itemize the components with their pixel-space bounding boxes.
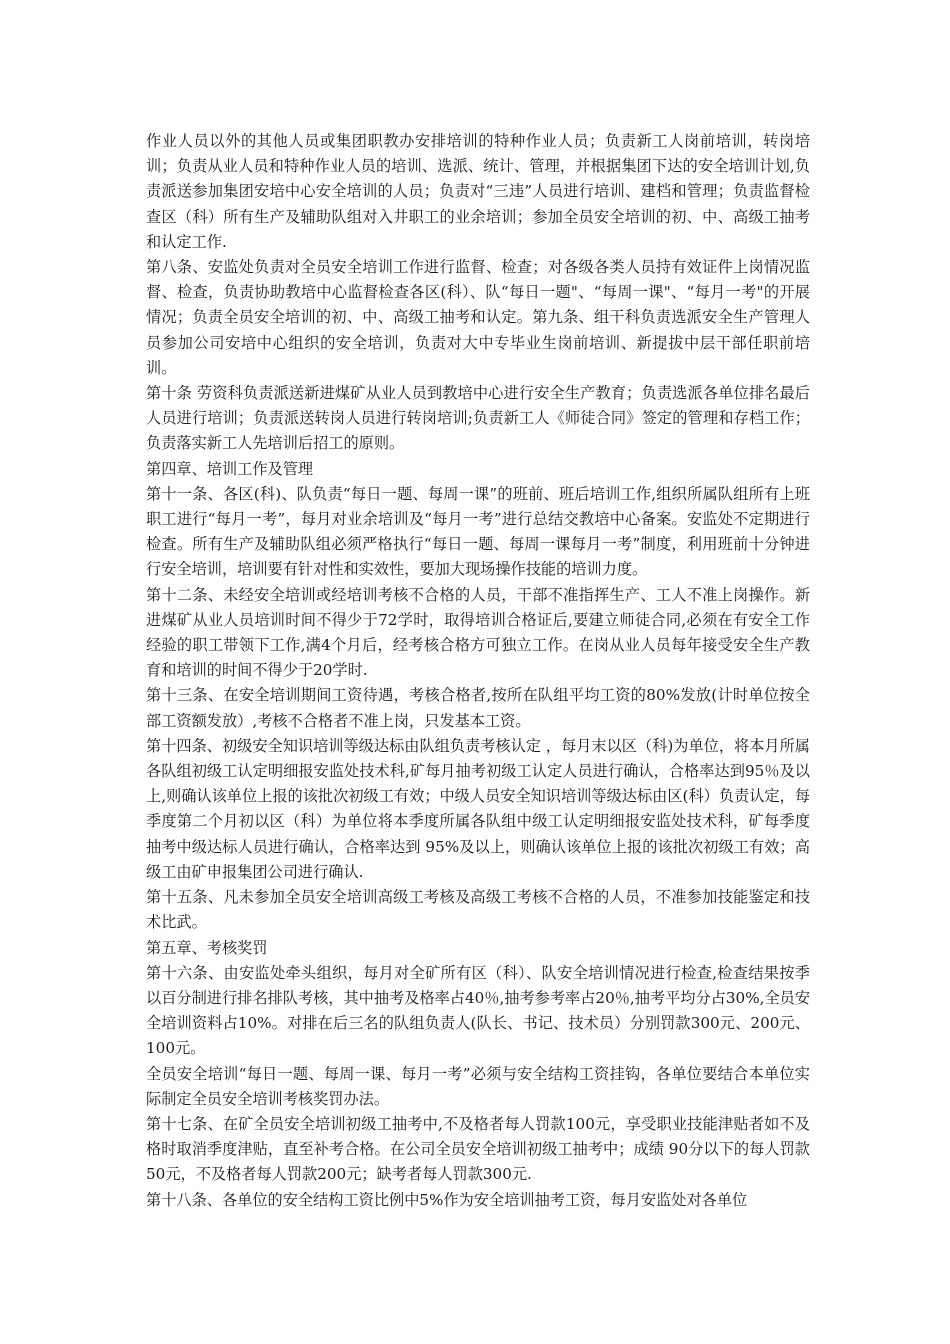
paragraph-article-11: 第十一条、各区(科)、队负责“每日一题、每周一课”的班前、班后培训工作,组织所属队组所有上班职工进行“每月一考”，每月对业余培训及“每月一考”进行总结交教培中心备案。安监处不定期进行检查。所有生产及辅助队组必须严格执行“每日一题、每周一课每月一考”制度，利用班前十分钟进行安全培训，培训要有针对性和实效性，要加大现场操作技能的培训力度。 (146, 484, 810, 579)
paragraph-article-10: 第十条 劳资科负责派送新进煤矿从业人员到教培中心进行安全生产教育；负责选派各单位排名最后人员进行培训；负责派送转岗人员进行转岗培训;负责新工人《师徒合同》签定的管理和存档工作；负责落实新工人先培训后招工的原则。 (146, 384, 810, 453)
paragraph-article-14: 第十四条、初级安全知识培训等级达标由队组负责考核认定 ，每月末以区（科)为单位，将本月所属各队组初级工认定明细报安监处技术科,矿每月抽考初级工认定人员进行确认，合格率达到95％及以上,则确认该单位上报的该批次初级工有效；中级人员安全知识培训等级达标由区(科）负责认定，每季度第二个月初以区（科）为单位将本季度所属各队组中级工认定明细报安监处技术科，矿每季度抽考中级达标人员进行确认，合格率达到 95%及以上，则确认该单位上报的该批次初级工有效；高级工由矿申报集团公司进行确认. (146, 736, 810, 881)
paragraph-reward-penalty: 全员安全培训“每日一题、每周一课、每月一考”必须与安全结构工资挂钩，各单位要结合本单位实际制定全员安全培训考核奖罚办法。 (146, 1064, 810, 1108)
paragraph-article-17: 第十七条、在矿全员安全培训初级工抽考中,不及格者每人罚款100元，享受职业技能津贴者如不及格时取消季度津贴，直至补考合格。在公司全员安全培训初级工抽考中；成绩 90分以下的每人罚款50元，不及格者每人罚款200元；缺考者每人罚款300元. (146, 1114, 810, 1184)
paragraph-article-15: 第十五条、凡未参加全员安全培训高级工考核及高级工考核不合格的人员，不准参加技能鉴定和技术比武。 (146, 888, 810, 932)
chapter-heading-5: 第五章、考核奖罚 (146, 938, 268, 957)
document-body (146, 129, 810, 1213)
paragraph-article-18: 第十八条、各单位的安全结构工资比例中5%作为安全培训抽考工资，每月安监处对各单位 (146, 1190, 748, 1209)
paragraph-article-13: 第十三条、在安全培训期间工资待遇，考核合格者,按所在队组平均工资的80%发放(计时单位按全部工资额发放）,考核不合格者不准上岗，只发基本工资。 (146, 686, 810, 730)
paragraph-article-16: 第十六条、由安监处牵头组织，每月对全矿所有区（科）、队安全培训情况进行检查,检查结果按季以百分制进行排名排队考核，其中抽考及格率占40％,抽考参考率占20％,抽考平均分占30%,全员安全培训资料占10%。对排在后三名的队组负责人(队长、书记、技术员）分别罚款300元、200元、100元。 (146, 963, 811, 1058)
paragraph-continuation: 作业人员以外的其他人员或集团职教办安排培训的特种作业人员；负责新工人岗前培训，转岗培训；负责从业人员和特种作业人员的培训、选派、统计、管理，并根据集团下达的安全培训计划,负责派送参加集团安培中心安全培训的人员；负责对“三违”人员进行培训、建档和管理；负责监督检查区（科）所有生产及辅助队组对入井职工的业余培训；参加全员安全培训的初、中、高级工抽考和认定工作. (146, 132, 810, 251)
paragraph-article-8: 第八条、安监处负责对全员安全培训工作进行监督、检查；对各级各类人员持有效证件上岗情况监督、检查，负责协助教培中心监督检查各区(科）、队“每日一题"、“每周一课"、“每月一考"的开展情况；负责全员安全培训的初、中、高级工抽考和认定。第九条、组干科负责选派安全生产管理人员参加公司安培中心组织的安全培训，负责对大中专毕业生岗前培训、新提拔中层干部任职前培训。 (146, 258, 810, 377)
chapter-heading-4: 第四章、培训工作及管理 (146, 459, 314, 478)
paragraph-article-12: 第十二条、未经安全培训或经培训考核不合格的人员，干部不准指挥生产、工人不准上岗操作。新进煤矿从业人员培训时间不得少于72学时，取得培训合格证后,要建立师徒合同,必须在有安全工作经验的职工带领下工作,满4个月后，经考核合格方可独立工作。在岗从业人员每年接受安全生产教育和培训的时间不得少于20学时. (146, 585, 810, 680)
